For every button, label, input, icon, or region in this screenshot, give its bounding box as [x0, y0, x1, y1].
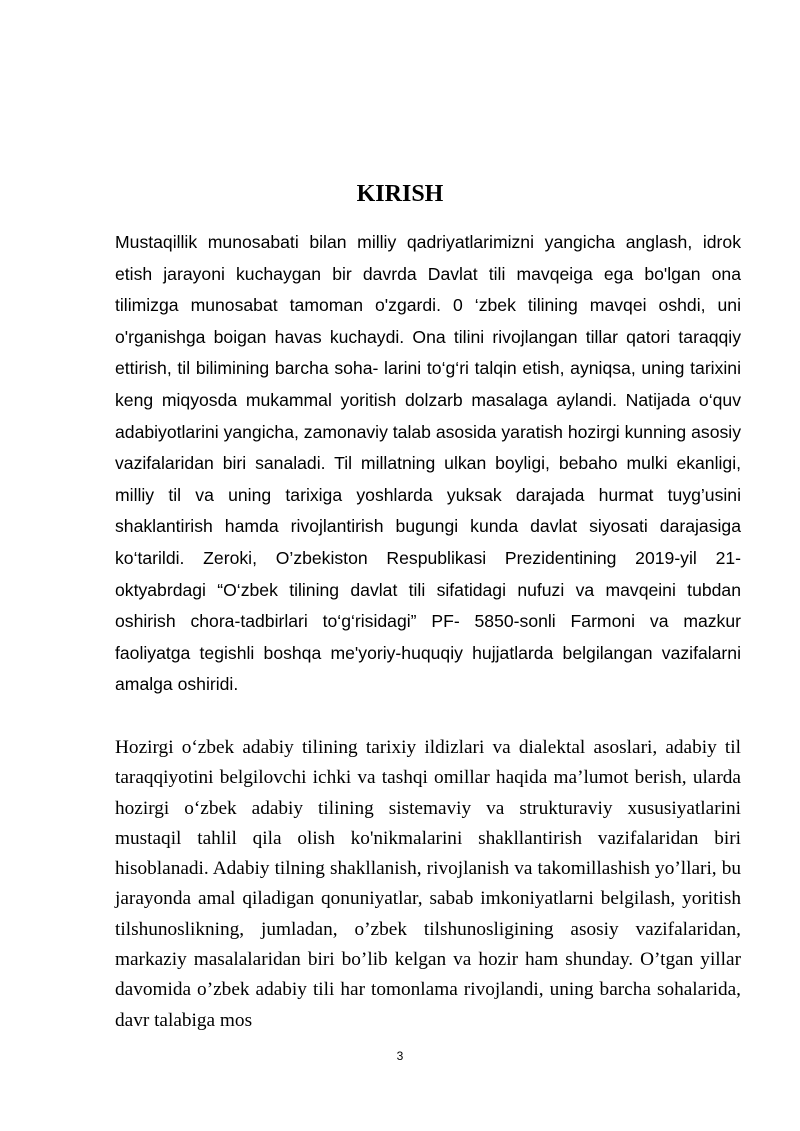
- page-title: KIRISH: [356, 181, 444, 207]
- page-number: 3: [396, 1049, 404, 1063]
- intro-paragraph-serif: Hozirgi o‘zbek adabiy tilining tarixiy ildizlari va dialektal asoslari, adabiy til taraqqiyotini belgilovchi ichki va tashqi omillar haqida ma’lumot berish, ularda hozirgi o‘zbek adabiy tilining sistemaviy va strukturaviy xususiyatlarini mustaqil tahlil qila olish ko'nikmalarini shakllantirish vazifalaridan biri hisoblanadi. Adabiy tilning shakllanish, rivojlanish va takomillashish yo’llari, bu jarayonda amal qiladigan qonuniyatlar, sabab imkoniyatlarni belgilash, yoritish tilshunoslikning, jumladan, o’zbek tilshunosligining asosiy vazifalaridan, markaziy masalalaridan biri bo’lib kelgan va hozir ham shunday. O’tgan yillar davomida o’zbek adabiy tili har tomonlama rivojlandi, uning barcha sohalarida, davr talabiga mos: [115, 737, 741, 1031]
- intro-paragraph-sans: Mustaqillik munosabati bilan milliy qadriyatlarimizni yangicha anglash, idrok etish jarayoni kuchaygan bir davrda Davlat tili mavqeiga ega bo'lgan ona tilimizga munosabat tamoman o'zgardi. 0 ‘zbek tilining mavqei oshdi, uni o'rganishga boigan havas kuchaydi. Ona tilini rivojlangan tillar qatori taraqqiy ettirish, til bilimining barcha soha- larini to‘g‘ri talqin etish, ayniqsa, uning tarixini keng miqyosda mukammal yoritish dolzarb masalaga aylandi. Natijada o‘quv adabiyotlarini yangicha, zamonaviy talab asosida yaratish hozirgi kunning asosiy vazifalaridan biri sanaladi. Til millatning ulkan boyligi, bebaho mulki ekanligi, milliy til va uning tarixiga yoshlarda yuksak darajada hurmat tuyg’usini shaklantirish hamda rivojlantirish bugungi kunda davlat siyosati darajasiga ko‘tarildi. Zeroki, O’zbekiston Respublikasi Prezidentining 2019-yil 21-oktyabrdagi “O‘zbek tilining davlat tili sifatidagi nufuzi va mavqeini tubdan oshirish chora-tadbirlari to‘g‘risidagi” PF- 5850-sonli Farmoni va mazkur faoliyatga tegishli boshqa me'yoriy-huquqiy hujjatlarda belgilangan vazifalarni amalga oshiridi.: [115, 232, 741, 695]
